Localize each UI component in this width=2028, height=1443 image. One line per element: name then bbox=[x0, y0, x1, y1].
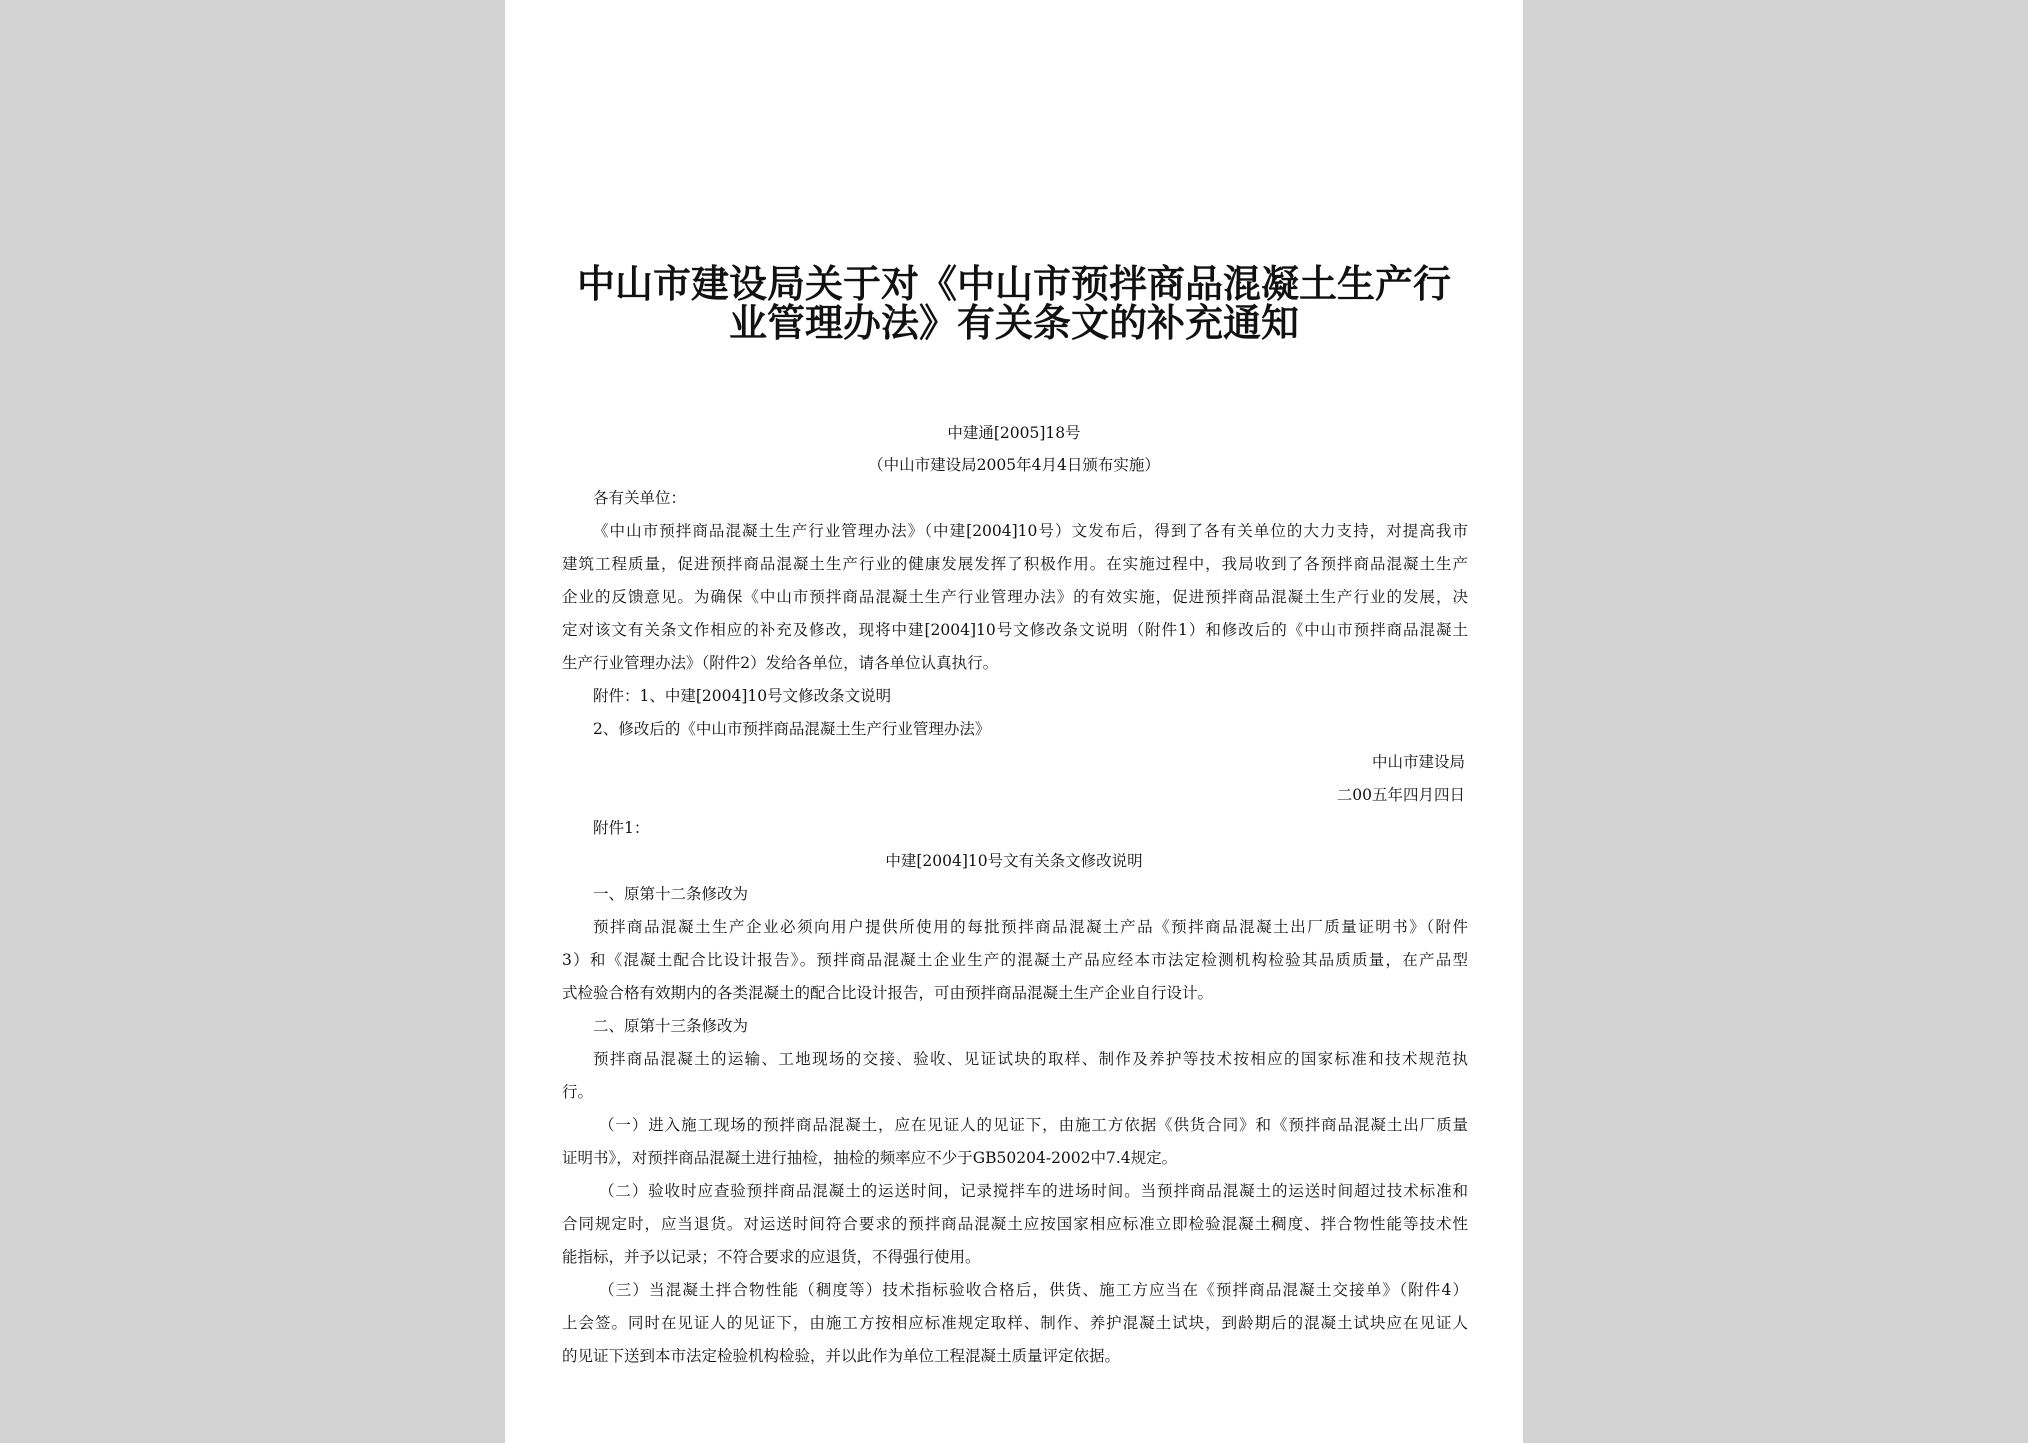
paragraph-line: 式检验合格有效期内的各类混凝土的配合比设计报告，可由预拌商品混凝土生产企业自行设计。 bbox=[562, 984, 1214, 1002]
paragraph-line: （一）进入施工现场的预拌商品混凝土，应在见证人的见证下，由施工方依据《供货合同》和《预拌商品混凝土出厂质量 bbox=[599, 1116, 1468, 1134]
paragraph-line: 上会签。同时在见证人的见证下，由施工方按相应标准规定取样、制作、养护混凝土试块，到龄期后的混凝土试块应在见证人 bbox=[562, 1314, 1468, 1332]
paragraph-line: 的见证下送到本市法定检验机构检验，并以此作为单位工程混凝土质量评定依据。 bbox=[562, 1347, 1121, 1365]
paragraph-line: 行。 bbox=[562, 1083, 594, 1101]
paragraph-line: （三）当混凝土拌合物性能（稠度等）技术指标验收合格后，供货、施工方应当在《预拌商品混凝土交接单》（附件4） bbox=[599, 1281, 1468, 1299]
paragraph-line: 《中山市预拌商品混凝土生产行业管理办法》（中建[2004]10号）文发布后，得到了各有关单位的大力支持，对提高我市 bbox=[593, 522, 1468, 540]
paragraph-line: 预拌商品混凝土生产企业必须向用户提供所使用的每批预拌商品混凝土产品《预拌商品混凝土出厂质量证明书》（附件 bbox=[593, 918, 1468, 936]
attachment-item: 2、修改后的《中山市预拌商品混凝土生产行业管理办法》 bbox=[593, 720, 991, 738]
paragraph-line: 能指标，并予以记录；不符合要求的应退货，不得强行使用。 bbox=[562, 1248, 981, 1266]
paragraph-line: （二）验收时应查验预拌商品混凝土的运送时间，记录搅拌车的进场时间。当预拌商品混凝土的运送时间超过技术标准和 bbox=[599, 1182, 1468, 1200]
document-title-line-2: 业管理办法》有关条文的补充通知 bbox=[728, 300, 1299, 345]
document-page bbox=[505, 0, 1523, 1443]
salutation: 各有关单位： bbox=[593, 489, 687, 507]
paragraph-line: 预拌商品混凝土的运输、工地现场的交接、验收、见证试块的取样、制作及养护等技术按相应的国家标准和技术规范执 bbox=[593, 1050, 1468, 1068]
section-heading: 二、原第十三条修改为 bbox=[593, 1017, 749, 1035]
document-number: 中建通[2005]18号 bbox=[947, 424, 1081, 442]
appendix-title: 中建[2004]10号文有关条文修改说明 bbox=[885, 852, 1143, 870]
paragraph-line: 3）和《混凝土配合比设计报告》。预拌商品混凝土企业生产的混凝土产品应经本市法定检测机构检验其品质质量，在产品型 bbox=[562, 951, 1468, 969]
paragraph-line: 生产行业管理办法》（附件2）发给各单位，请各单位认真执行。 bbox=[562, 654, 999, 672]
paragraph-line: 企业的反馈意见。为确保《中山市预拌商品混凝土生产行业管理办法》的有效实施，促进预拌商品混凝土生产行业的发展，决 bbox=[562, 588, 1468, 606]
paragraph-line: 定对该文有关条文作相应的补充及修改，现将中建[2004]10号文修改条文说明（附件1）和修改后的《中山市预拌商品混凝土 bbox=[562, 621, 1468, 639]
signature-organization: 中山市建设局 bbox=[1371, 753, 1465, 771]
paragraph-line: 证明书》，对预拌商品混凝土进行抽检，抽检的频率应不少于GB50204-2002中7.4规定。 bbox=[562, 1149, 1178, 1167]
document-title-line-1: 中山市建设局关于对《中山市预拌商品混凝土生产行 bbox=[576, 261, 1451, 306]
paragraph-line: 合同规定时，应当退货。对运送时间符合要求的预拌商品混凝土应按国家相应标准立即检验混凝土稠度、拌合物性能等技术性 bbox=[562, 1215, 1468, 1233]
paragraph-line: 建筑工程质量，促进预拌商品混凝土生产行业的健康发展发挥了积极作用。在实施过程中，我局收到了各预拌商品混凝土生产 bbox=[562, 555, 1468, 573]
signature-date: 二00五年四月四日 bbox=[1336, 786, 1465, 804]
appendix-label: 附件1： bbox=[593, 819, 650, 837]
issue-statement: （中山市建设局2005年4月4日颁布实施） bbox=[868, 456, 1160, 474]
attachment-item: 附件：1、中建[2004]10号文修改条文说明 bbox=[593, 687, 892, 705]
section-heading: 一、原第十二条修改为 bbox=[593, 885, 749, 903]
